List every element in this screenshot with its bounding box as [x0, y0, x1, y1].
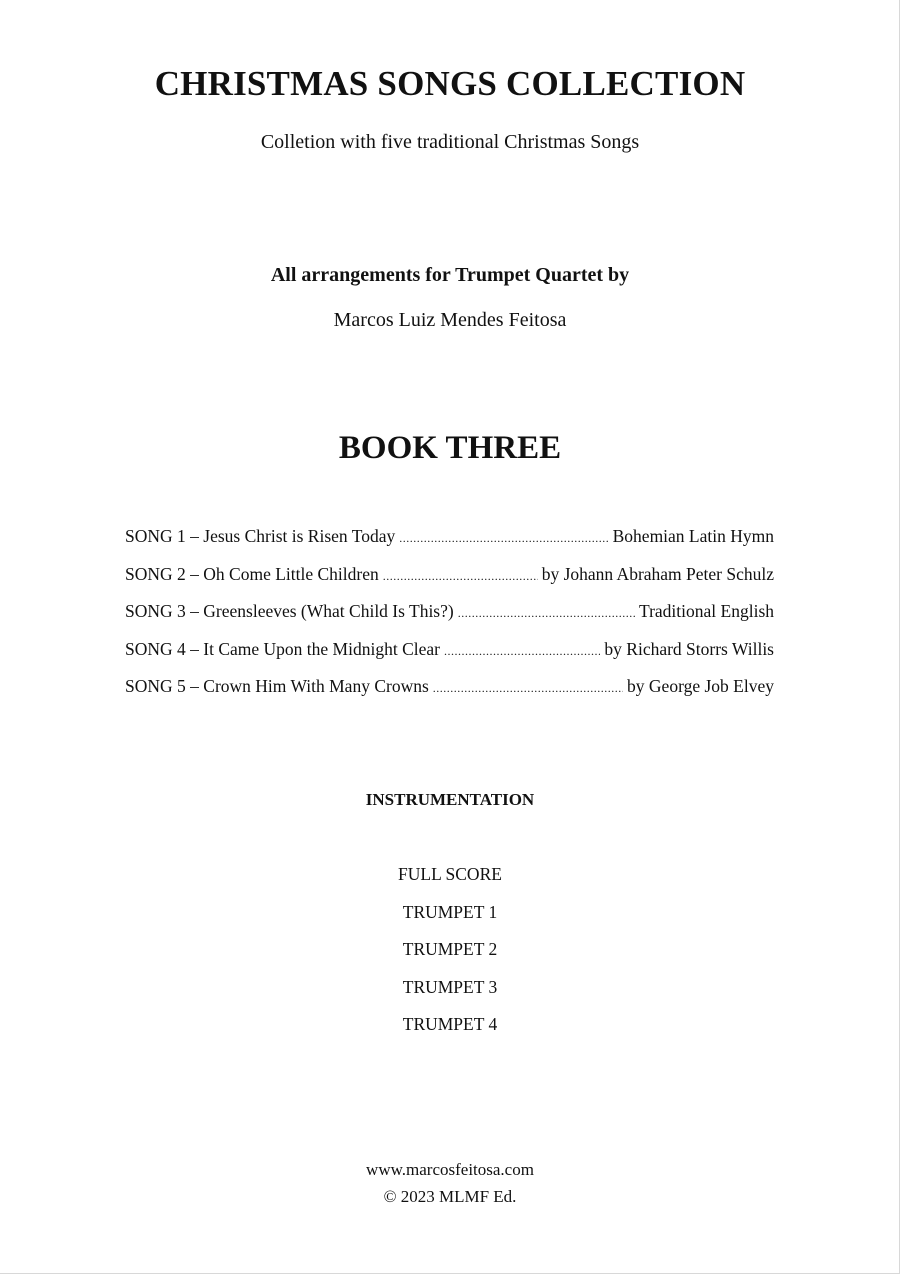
- arrangements-heading: All arrangements for Trumpet Quartet by: [270, 264, 630, 286]
- song-entry: [125, 601, 774, 639]
- song-credit: Bohemian Latin Hymn: [612, 526, 774, 546]
- dot-leader: [458, 601, 635, 622]
- song-credit: Traditional English: [639, 601, 774, 621]
- song-title: SONG 1 – Jesus Christ is Risen Today: [125, 526, 396, 546]
- song-title: SONG 5 – Crown Him With Many Crowns: [125, 676, 429, 696]
- instrument-item: FULL SCORE: [398, 864, 502, 884]
- instrumentation-list: [0, 864, 900, 1052]
- instrument-item: TRUMPET 3: [402, 976, 498, 997]
- dot-leader: [433, 676, 623, 697]
- dot-leader: [383, 564, 538, 585]
- instrument-item: TRUMPET 2: [402, 939, 498, 959]
- instrument-item: TRUMPET 4: [402, 1014, 498, 1034]
- song-entry: [125, 676, 774, 714]
- song-entry: [125, 564, 774, 602]
- song-entry: [125, 526, 774, 564]
- instrument-item: TRUMPET 1: [402, 901, 498, 922]
- page-subtitle: Colletion with five traditional Christmas Songs: [260, 131, 640, 153]
- instrumentation-heading: INSTRUMENTATION: [365, 790, 535, 809]
- song-credit: by Richard Storrs Willis: [604, 638, 774, 659]
- dot-leader: [444, 639, 600, 660]
- page-title: CHRISTMAS SONGS COLLECTION: [154, 64, 746, 103]
- copyright-notice: © 2023 MLMF Ed.: [383, 1187, 517, 1206]
- website-link[interactable]: www.marcosfeitosa.com: [366, 1160, 534, 1179]
- song-credit: by George Job Elvey: [627, 676, 774, 696]
- song-credit: by Johann Abraham Peter Schulz: [541, 563, 774, 584]
- arranger-name: Marcos Luiz Mendes Feitosa: [333, 309, 567, 331]
- book-title: BOOK THREE: [338, 430, 562, 466]
- dot-leader: [399, 526, 608, 547]
- song-title: SONG 3 – Greensleeves (What Child Is This?): [125, 601, 454, 621]
- song-entry: [125, 639, 774, 677]
- song-list: [125, 526, 774, 714]
- song-title: SONG 4 – It Came Upon the Midnight Clear: [125, 638, 440, 659]
- song-title: SONG 2 – Oh Come Little Children: [125, 563, 379, 584]
